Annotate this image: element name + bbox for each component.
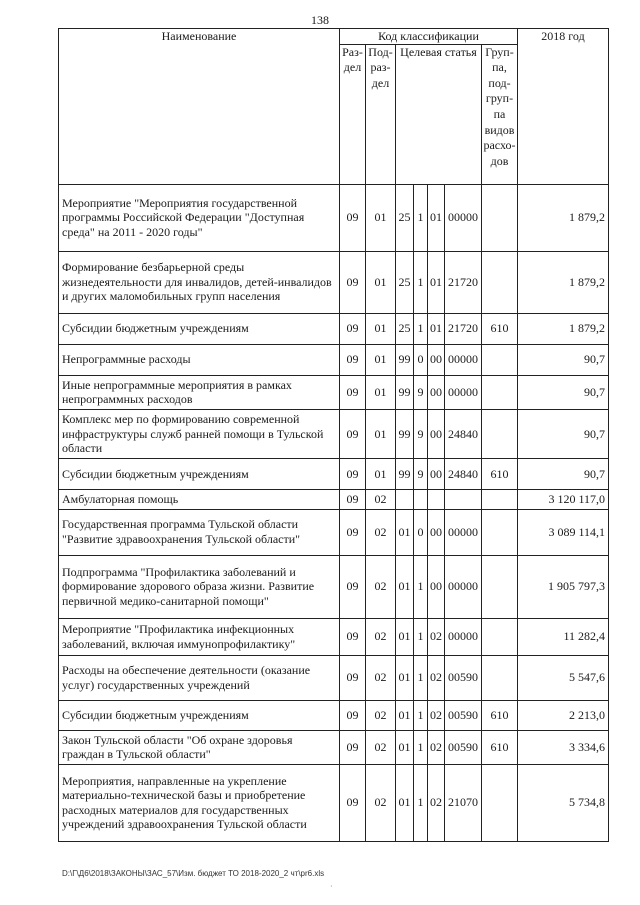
row-cs3: [428, 489, 445, 509]
row-vr: 610: [482, 730, 518, 764]
table-row: [59, 409, 609, 458]
row-podrazdel: 01: [366, 184, 396, 251]
row-razdel: 09: [340, 458, 366, 489]
row-name: Мероприятие "Профилактика инфекционных заболеваний, включая иммунопрофилактику": [59, 618, 340, 655]
row-vr: [482, 489, 518, 509]
row-amount: 11 282,4: [518, 618, 609, 655]
row-cs1: 01: [396, 700, 414, 730]
row-cs4: 00590: [445, 655, 482, 700]
row-cs3: 00: [428, 458, 445, 489]
row-cs1: 99: [396, 409, 414, 458]
row-razdel: 09: [340, 184, 366, 251]
row-amount: 5 734,8: [518, 764, 609, 841]
table-row: [59, 618, 609, 655]
row-razdel: 09: [340, 409, 366, 458]
row-cs3: 02: [428, 730, 445, 764]
row-amount: 3 120 117,0: [518, 489, 609, 509]
row-cs4: 00000: [445, 375, 482, 409]
row-vr: [482, 509, 518, 555]
row-cs1: 25: [396, 313, 414, 344]
row-vr: [482, 555, 518, 618]
row-razdel: 09: [340, 618, 366, 655]
row-name: Амбулаторная помощь: [59, 489, 340, 509]
row-name: Субсидии бюджетным учреждениям: [59, 458, 340, 489]
row-name: Подпрограмма "Профилактика заболеваний и формирование здорового образа жизни. Развитие первичной медико-санитарной помощи": [59, 555, 340, 618]
header-name: Наименование: [59, 29, 340, 185]
header-group: Груп- па, под- груп- па видов расхо- дов: [482, 44, 518, 184]
table-row: [59, 764, 609, 841]
row-cs4: 21720: [445, 251, 482, 313]
row-razdel: 09: [340, 700, 366, 730]
row-amount: 3 089 114,1: [518, 509, 609, 555]
row-cs3: 00: [428, 344, 445, 375]
budget-table: [58, 28, 609, 842]
row-podrazdel: 02: [366, 555, 396, 618]
row-podrazdel: 02: [366, 655, 396, 700]
row-cs2: 1: [414, 700, 428, 730]
row-cs4: [445, 489, 482, 509]
row-cs2: 1: [414, 655, 428, 700]
footer-path: D:\Г\Д6\2018\ЗАКОНЫ\ЗАС_57\Изм. бюджет ТО 2018-2020_2 чт\pr6.xls: [62, 869, 325, 878]
row-razdel: 09: [340, 655, 366, 700]
row-podrazdel: 02: [366, 730, 396, 764]
table-row: [59, 730, 609, 764]
row-podrazdel: 02: [366, 764, 396, 841]
row-vr: [482, 655, 518, 700]
row-cs4: 21720: [445, 313, 482, 344]
row-cs1: 01: [396, 764, 414, 841]
row-name: Государственная программа Тульской области "Развитие здравоохранения Тульской области": [59, 509, 340, 555]
row-name: Расходы на обеспечение деятельности (оказание услуг) государственных учреждений: [59, 655, 340, 700]
row-cs2: 1: [414, 251, 428, 313]
row-cs3: 00: [428, 409, 445, 458]
row-cs1: [396, 489, 414, 509]
row-razdel: 09: [340, 344, 366, 375]
row-name: Закон Тульской области "Об охране здоровья граждан в Тульской области": [59, 730, 340, 764]
row-cs1: 99: [396, 375, 414, 409]
table-row: [59, 458, 609, 489]
row-cs4: 00590: [445, 730, 482, 764]
row-cs3: 00: [428, 375, 445, 409]
row-cs3: 00: [428, 555, 445, 618]
row-amount: 90,7: [518, 344, 609, 375]
row-name: Иные непрограммные мероприятия в рамках непрограммных расходов: [59, 375, 340, 409]
row-vr: 610: [482, 458, 518, 489]
row-podrazdel: 01: [366, 458, 396, 489]
row-vr: [482, 618, 518, 655]
row-vr: [482, 764, 518, 841]
row-cs2: 9: [414, 409, 428, 458]
row-cs1: 99: [396, 458, 414, 489]
row-razdel: 09: [340, 375, 366, 409]
row-name: Субсидии бюджетным учреждениям: [59, 313, 340, 344]
row-vr: [482, 184, 518, 251]
row-cs3: 01: [428, 313, 445, 344]
row-cs4: 00000: [445, 344, 482, 375]
row-name: Субсидии бюджетным учреждениям: [59, 700, 340, 730]
row-cs3: 01: [428, 251, 445, 313]
row-cs1: 01: [396, 618, 414, 655]
page-number: 138: [311, 13, 329, 27]
row-amount: 1 879,2: [518, 251, 609, 313]
header-code: Код классификации: [340, 29, 518, 45]
row-name: Формирование безбарьерной среды жизнедеятельности для инвалидов, детей-инвалидов и других маломобильных групп населения: [59, 251, 340, 313]
table-row: [59, 184, 609, 251]
row-vr: 610: [482, 700, 518, 730]
table-row: [59, 509, 609, 555]
row-podrazdel: 01: [366, 344, 396, 375]
table-row: [59, 375, 609, 409]
row-cs4: 00000: [445, 509, 482, 555]
row-cs4: 00000: [445, 184, 482, 251]
row-podrazdel: 02: [366, 489, 396, 509]
row-cs3: 02: [428, 655, 445, 700]
row-podrazdel: 02: [366, 509, 396, 555]
row-cs2: 9: [414, 458, 428, 489]
row-podrazdel: 01: [366, 313, 396, 344]
row-cs2: 1: [414, 313, 428, 344]
row-amount: 1 879,2: [518, 184, 609, 251]
row-cs2: 1: [414, 184, 428, 251]
header-year: 2018 год: [518, 29, 609, 185]
row-cs1: 01: [396, 509, 414, 555]
scan-mark: ·: [330, 882, 333, 891]
row-cs1: 99: [396, 344, 414, 375]
row-vr: [482, 409, 518, 458]
row-amount: 90,7: [518, 375, 609, 409]
row-name: Мероприятия, направленные на укрепление материально-технической базы и приобретение расходных материалов для государственных учреждений здравоохранения Тульской области: [59, 764, 340, 841]
table-row: [59, 700, 609, 730]
row-amount: 2 213,0: [518, 700, 609, 730]
row-cs1: 01: [396, 655, 414, 700]
row-name: Комплекс мер по формированию современной инфраструктуры служб ранней помощи в Тульской области: [59, 409, 340, 458]
row-cs2: 1: [414, 555, 428, 618]
row-cs4: 00590: [445, 700, 482, 730]
row-cs2: 1: [414, 730, 428, 764]
row-podrazdel: 02: [366, 700, 396, 730]
row-razdel: 09: [340, 313, 366, 344]
row-podrazdel: 01: [366, 409, 396, 458]
table-row: [59, 344, 609, 375]
row-cs1: 25: [396, 184, 414, 251]
row-cs3: 01: [428, 184, 445, 251]
row-amount: 90,7: [518, 409, 609, 458]
row-amount: 3 334,6: [518, 730, 609, 764]
header-target: Целевая статья: [396, 44, 482, 184]
row-amount: 1 905 797,3: [518, 555, 609, 618]
row-cs2: 9: [414, 375, 428, 409]
table-row: [59, 555, 609, 618]
row-cs4: 24840: [445, 409, 482, 458]
table-row: [59, 655, 609, 700]
row-razdel: 09: [340, 764, 366, 841]
row-cs4: 24840: [445, 458, 482, 489]
row-cs1: 01: [396, 730, 414, 764]
row-cs4: 00000: [445, 555, 482, 618]
row-cs4: 00000: [445, 618, 482, 655]
table-row: [59, 489, 609, 509]
row-cs2: 1: [414, 618, 428, 655]
row-vr: [482, 251, 518, 313]
row-cs1: 25: [396, 251, 414, 313]
row-cs3: 00: [428, 509, 445, 555]
row-amount: 5 547,6: [518, 655, 609, 700]
row-cs4: 21070: [445, 764, 482, 841]
row-cs1: 01: [396, 555, 414, 618]
row-cs3: 02: [428, 700, 445, 730]
row-vr: [482, 344, 518, 375]
row-podrazdel: 02: [366, 618, 396, 655]
table-row: [59, 313, 609, 344]
row-cs2: 1: [414, 764, 428, 841]
row-name: Непрограммные расходы: [59, 344, 340, 375]
row-cs2: [414, 489, 428, 509]
row-razdel: 09: [340, 555, 366, 618]
header-section: Раз- дел: [340, 44, 366, 184]
row-podrazdel: 01: [366, 375, 396, 409]
row-podrazdel: 01: [366, 251, 396, 313]
row-cs2: 0: [414, 509, 428, 555]
row-razdel: 09: [340, 251, 366, 313]
row-razdel: 09: [340, 509, 366, 555]
row-razdel: 09: [340, 730, 366, 764]
row-name: Мероприятие "Мероприятия государственной программы Российской Федерации "Доступная среда" на 2011 - 2020 годы": [59, 184, 340, 251]
row-cs3: 02: [428, 764, 445, 841]
row-amount: 90,7: [518, 458, 609, 489]
row-cs3: 02: [428, 618, 445, 655]
row-vr: [482, 375, 518, 409]
table-row: [59, 251, 609, 313]
row-amount: 1 879,2: [518, 313, 609, 344]
row-vr: 610: [482, 313, 518, 344]
row-razdel: 09: [340, 489, 366, 509]
row-cs2: 0: [414, 344, 428, 375]
header-subsection: Под- раз- дел: [366, 44, 396, 184]
